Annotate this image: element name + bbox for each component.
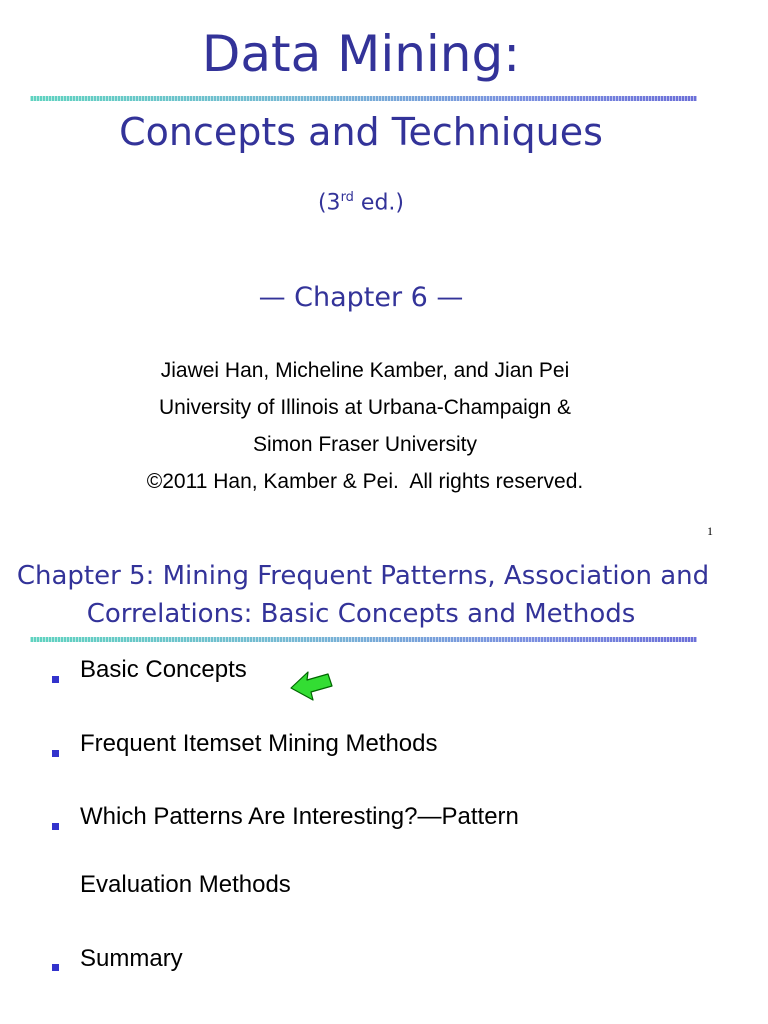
green-left-arrow-icon [288, 666, 336, 704]
list-item: Frequent Itemset Mining Methods [80, 730, 438, 757]
author-line: Simon Fraser University [252, 433, 478, 456]
edition-superscript: rd [340, 190, 354, 205]
list-item-continuation: Evaluation Methods [80, 871, 291, 898]
page-number: 1 [707, 524, 713, 538]
slide-2-title-line-1: Chapter 5: Mining Frequent Patterns, Association and [16, 561, 710, 591]
author-line: University of Illinois at Urbana-Champaign & [158, 396, 571, 419]
list-item: Basic Concepts [80, 656, 247, 683]
copyright-line: ©2011 Han, Kamber & Pei. All rights reserved. [146, 470, 584, 493]
author-block [0, 352, 730, 500]
list-item: Summary [80, 945, 183, 972]
edition-label [0, 182, 722, 219]
bullet-marker [52, 750, 59, 757]
bullet-marker [52, 964, 59, 971]
edition-suffix: ed.) [353, 190, 405, 216]
bullet-marker [52, 676, 59, 683]
slide-1-subtitle: Concepts and Techniques [119, 110, 603, 154]
author-line: Jiawei Han, Micheline Kamber, and Jian Pei [160, 359, 570, 382]
slide-2-title-divider-texture [30, 637, 697, 642]
title-divider-texture [30, 96, 697, 101]
edition-prefix: (3 [317, 190, 341, 216]
chapter-label: — Chapter 6 — [258, 282, 464, 313]
slide-1-title: Data Mining: [201, 25, 521, 83]
slide-2-title-line-2: Correlations: Basic Concepts and Methods [86, 599, 636, 629]
bullet-marker [52, 823, 59, 830]
list-item: Which Patterns Are Interesting?—Pattern [80, 803, 519, 830]
